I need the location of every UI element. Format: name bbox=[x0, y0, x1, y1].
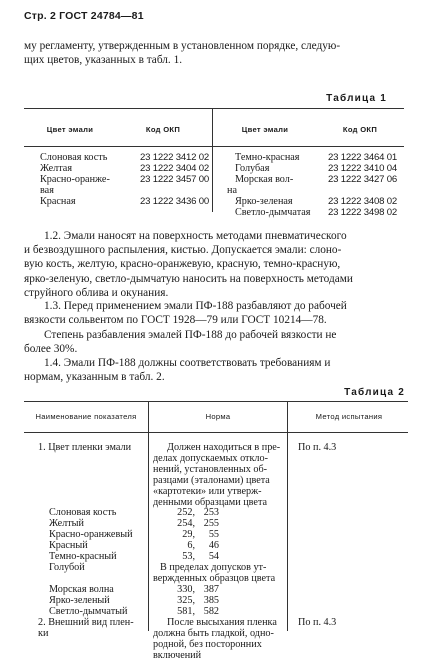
color-name: Ярко-зеленый bbox=[49, 595, 110, 606]
table1-header-color-right: Цвет эмали bbox=[241, 125, 289, 134]
norm-line: делах допускаемых откло- bbox=[153, 453, 268, 464]
color-number: 54 bbox=[208, 551, 219, 562]
table2-header-rule bbox=[24, 432, 408, 433]
color-number-row bbox=[173, 595, 219, 606]
norm-line: нений, установленных об- bbox=[153, 464, 268, 475]
color-number: 325, bbox=[177, 595, 195, 606]
color-number: 46 bbox=[208, 540, 219, 551]
table2-row1-method: По п. 4.3 bbox=[298, 442, 337, 453]
table1-header-code-left: Код ОКП bbox=[145, 125, 181, 134]
table1-cell: 23 1222 3464 01 bbox=[328, 152, 398, 163]
paragraph-1-3 bbox=[24, 299, 408, 327]
table2-divider-2 bbox=[287, 401, 288, 631]
table2-header-method: Метод испытания bbox=[315, 412, 383, 421]
color-number: 254, bbox=[177, 518, 195, 529]
paragraph-line: нормам, указанным в табл. 2. bbox=[24, 371, 165, 384]
color-number-row bbox=[173, 606, 219, 617]
paragraph-1-4 bbox=[24, 356, 408, 384]
table1-right-colors bbox=[227, 152, 327, 218]
page-header bbox=[24, 10, 144, 22]
color-number: 29, bbox=[182, 529, 195, 540]
table1-right-codes bbox=[328, 152, 404, 218]
table1-cell: 23 1222 3498 02 bbox=[328, 207, 398, 218]
color-number: 581, bbox=[177, 606, 195, 617]
color-number-row bbox=[173, 529, 219, 540]
intro-line: му регламенту, утвержденным в установленном порядке, следую- bbox=[24, 40, 341, 52]
table2-divider-1 bbox=[148, 401, 149, 631]
norm-line: денными образцами цвета bbox=[153, 497, 268, 508]
paragraph-line: ярко-зеленую, светло-дымчатую наносить на поверхность методами bbox=[24, 272, 353, 285]
table1-cell: вая bbox=[40, 185, 54, 196]
table1-cell: Ярко-зеленая bbox=[235, 196, 293, 207]
table2-header-norm: Норма bbox=[205, 412, 231, 421]
table2-caption: Таблица 2 bbox=[344, 387, 405, 398]
table1-header-code-right: Код ОКП bbox=[342, 125, 378, 134]
table1-cell: на bbox=[227, 185, 237, 196]
paragraph-line: более 30%. bbox=[24, 343, 78, 356]
table1-cell: Светло-дымчатая bbox=[235, 207, 311, 218]
color-number: 330, bbox=[177, 584, 195, 595]
norm-line: должна быть гладкой, одно- bbox=[153, 628, 274, 639]
table1-cell: 23 1222 3436 00 bbox=[140, 196, 210, 207]
paragraph-line: и безвоздушного распыления, кистью. Допускается эмали: слоно- bbox=[24, 244, 342, 257]
table1-left-colors bbox=[40, 152, 140, 207]
table2-row1-norm bbox=[153, 442, 285, 508]
paragraph-line: Степень разбавления эмалей ПФ-188 до рабочей вязкости не bbox=[44, 329, 337, 341]
color-number: 6, bbox=[187, 540, 195, 551]
table1-cell: Слоновая кость bbox=[40, 152, 108, 163]
paragraph-line: 1.4. Эмали ПФ-188 должны соответствовать требованиям и bbox=[44, 357, 331, 369]
table1-cell: Красно-оранже- bbox=[40, 174, 110, 185]
color-name: Красно-оранжевый bbox=[49, 529, 133, 540]
color-number: 582 bbox=[203, 606, 219, 617]
row-name-line: ки bbox=[38, 628, 49, 639]
page-number: Стр. 2 bbox=[24, 10, 57, 22]
color-number: 253 bbox=[203, 507, 219, 518]
norm-line: включений bbox=[153, 650, 202, 661]
table1-center-divider bbox=[212, 108, 213, 212]
norm-line: После высыхания пленка bbox=[167, 617, 277, 628]
table1-cell: Морская вол- bbox=[235, 174, 294, 185]
paragraph-line: струйного облива и окунания. bbox=[24, 286, 169, 299]
table1-cell: 23 1222 3427 06 bbox=[328, 174, 398, 185]
norm-line: родной, без посторонних bbox=[153, 639, 262, 650]
norm-line: Должен находиться в пре- bbox=[167, 442, 281, 453]
color-name: Голубой bbox=[49, 562, 85, 573]
table2-color-numbers bbox=[173, 507, 219, 562]
color-number: 53, bbox=[182, 551, 195, 562]
color-number-row bbox=[173, 540, 219, 551]
table2-color-numbers-2 bbox=[173, 584, 219, 617]
table1-cell: Голубая bbox=[235, 163, 270, 174]
color-name: Морская волна bbox=[49, 584, 114, 595]
paragraph-line: вязкости сольвентом по ГОСТ 1928—79 или ГОСТ 10214—78. bbox=[24, 314, 327, 327]
table1-cell: 23 1222 3457 00 bbox=[140, 174, 210, 185]
color-name: Слоновая кость bbox=[49, 507, 117, 518]
color-number: 255 bbox=[203, 518, 219, 529]
paragraph-dilution bbox=[24, 328, 408, 356]
table1-header-color-left: Цвет эмали bbox=[46, 125, 94, 134]
tolerance-line: В пределах допусков ут- bbox=[160, 562, 267, 573]
paragraph-line: вую кость, желтую, красно-оранжевую, красную, темно-красную, bbox=[24, 258, 341, 271]
table1-cell: Желтая bbox=[40, 163, 72, 174]
intro-paragraph bbox=[24, 39, 404, 67]
table1-left-codes bbox=[140, 152, 212, 207]
paragraph-1-2 bbox=[24, 229, 408, 300]
table1-header-rule bbox=[24, 146, 404, 147]
color-name: Желтый bbox=[49, 518, 84, 529]
table1-cell: Красная bbox=[40, 196, 76, 207]
table1-top-rule bbox=[24, 108, 404, 109]
table2-top-rule bbox=[24, 401, 408, 402]
tolerance-line: вержденных образцов цвета bbox=[153, 573, 276, 584]
table2-tolerance-note bbox=[153, 562, 287, 584]
row-name-line: 2. Внешний вид плен- bbox=[38, 617, 134, 628]
color-number: 252, bbox=[177, 507, 195, 518]
table1-caption: Таблица 1 bbox=[326, 93, 387, 104]
color-number: 387 bbox=[203, 584, 219, 595]
color-number: 385 bbox=[203, 595, 219, 606]
table1-cell: 23 1222 3408 02 bbox=[328, 196, 398, 207]
paragraph-line: 1.2. Эмали наносят на поверхность методами пневматического bbox=[44, 230, 347, 242]
table2-row2-method: По п. 4.3 bbox=[298, 617, 337, 628]
table1-cell: Темно-красная bbox=[235, 152, 300, 163]
color-number-row bbox=[173, 518, 219, 529]
intro-line: щих цветов, указанных в табл. 1. bbox=[24, 54, 183, 67]
table2-header-name: Наименование показателя bbox=[35, 412, 137, 421]
color-number-row bbox=[173, 584, 219, 595]
color-name: Темно-красный bbox=[49, 551, 117, 562]
table2-row1-name: 1. Цвет пленки эмали bbox=[38, 442, 132, 453]
color-name: Красный bbox=[49, 540, 88, 551]
paragraph-line: 1.3. Перед применением эмали ПФ-188 разбавляют до рабочей bbox=[44, 300, 347, 312]
color-number: 55 bbox=[208, 529, 219, 540]
table2-row2-norm bbox=[153, 617, 285, 661]
table2-row2-name bbox=[38, 595, 134, 639]
norm-line: «картотеки» или утверж- bbox=[153, 486, 262, 497]
color-number-row bbox=[173, 551, 219, 562]
norm-line: разцами (эталонами) цвета bbox=[153, 475, 270, 486]
table1-cell: 23 1222 3410 04 bbox=[328, 163, 398, 174]
color-number-row bbox=[173, 507, 219, 518]
table1-cell: 23 1222 3404 02 bbox=[140, 163, 210, 174]
standard-number: ГОСТ 24784—81 bbox=[59, 10, 144, 22]
color-name: Светло-дымчатый bbox=[49, 606, 128, 617]
table1-cell: 23 1222 3412 02 bbox=[140, 152, 210, 163]
